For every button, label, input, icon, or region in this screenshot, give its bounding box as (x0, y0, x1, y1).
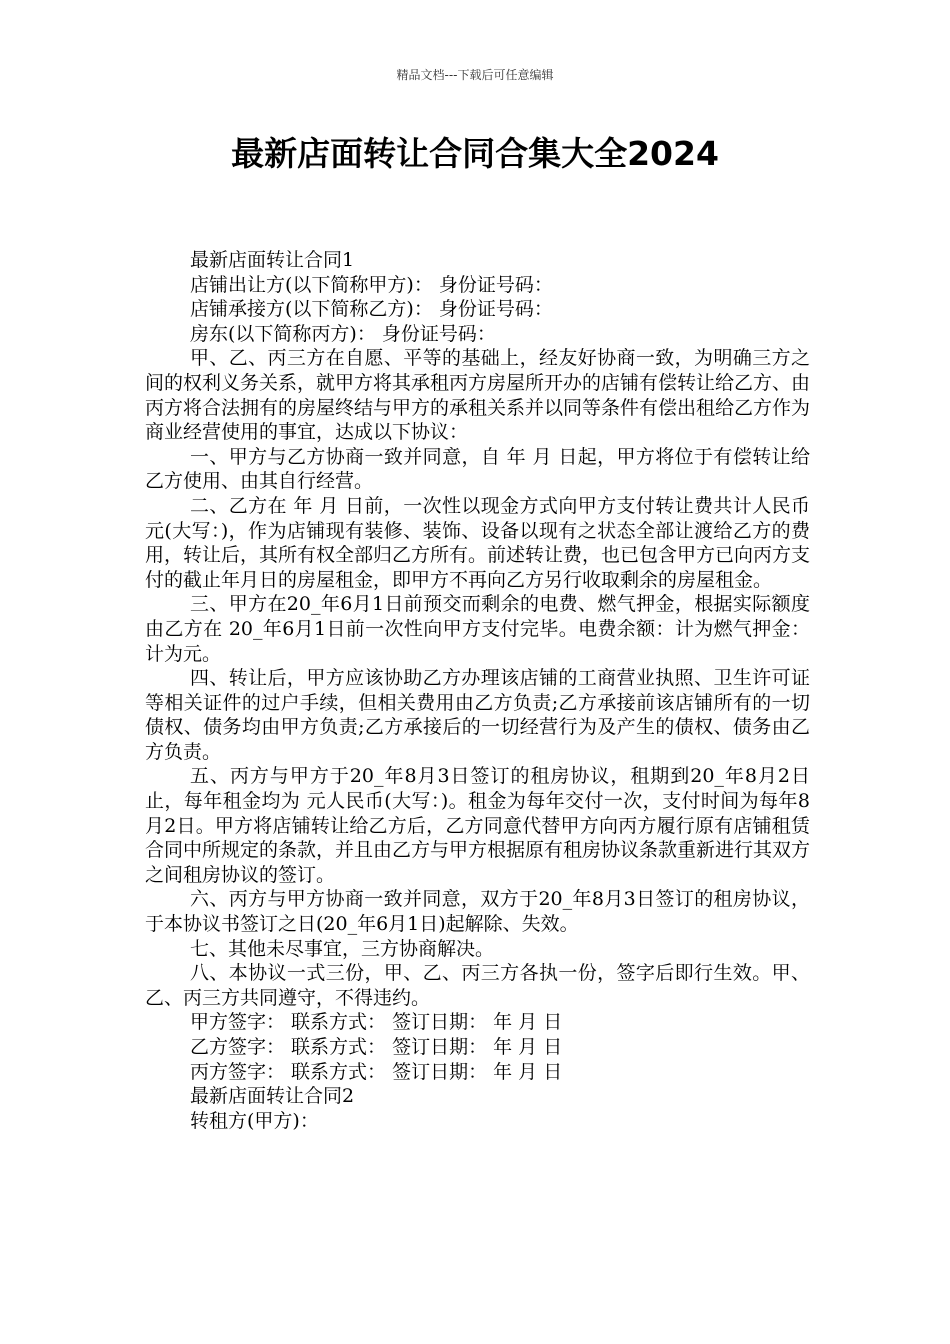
contract2-heading: 最新店面转让合同2 (190, 1085, 355, 1108)
paragraph-clause-1: 一、甲方与乙方协商一致并同意，自 年 月 日起，甲方将位于有偿转让给乙方使用、由其自行经营。 (145, 445, 810, 493)
paragraph-clause-6: 六、丙方与甲方协商一致并同意，双方于20_年8月3日签订的租房协议，于本协议书签订之日(20_年6月1日)起解除、失效。 (145, 888, 810, 936)
contract2-lessor-line: 转租方(甲方)： (190, 1109, 319, 1132)
paragraph-clause-4: 四、转让后，甲方应该协助乙方办理该店铺的工商营业执照、卫生许可证等相关证件的过户手续，但相关费用由乙方负责;乙方承接前该店铺所有的一切债权、债务均由甲方负责;乙方承接后的一切经营行为及产生的债权、债务由乙方负责。 (145, 667, 810, 763)
paragraph-clause-8: 八、本协议一式三份，甲、乙、丙三方各执一份，签字后即行生效。甲、乙、丙三方共同遵守，不得违约。 (145, 962, 810, 1009)
paragraph-clause-2: 二、乙方在 年 月 日前，一次性以现金方式向甲方支付转让费共计人民币 元(大写：)，作为店铺现有装修、装饰、设备以现有之状态全部让渡给乙方的费用，转让后，其所有权全部归乙方所有。前述转让费，也已包含甲方已向丙方支付的截止年月日的房屋租金，即甲方不再向乙方另行收取剩余的房屋租金。 (145, 494, 811, 591)
signature-line-party-c: 丙方签字： 联系方式： 签订日期： 年 月 日 (190, 1060, 563, 1083)
party-b-line: 店铺承接方(以下简称乙方)： 身份证号码： (190, 298, 553, 321)
paragraph-preamble: 甲、乙、丙三方在自愿、平等的基础上，经友好协商一致，为明确三方之间的权利义务关系，就甲方将其承租丙方房屋所开办的店铺有偿转让给乙方、由丙方将合法拥有的房屋终结与甲方的承租关系并以同等条件有偿出租给乙方作为商业经营使用的事宜，达成以下协议： (145, 347, 811, 444)
document-body (145, 248, 810, 1133)
paragraph-clause-5: 五、丙方与甲方于20_年8月3日签订的租房协议，租期到20_年8月2日止，每年租金均为 元人民币(大写：)。租金为每年交付一次，支付时间为每年8月2日。甲方将店铺转让给乙方后，乙方同意代替甲方向丙方履行原有店铺租赁合同中所规定的条款，并且由乙方与甲方根据原有租房协议条款重新进行其双方之间租房协议的签订。 (145, 765, 811, 886)
paragraph-clause-3: 三、甲方在20_年6月1日前预交而剩余的电费、燃气押金，根据实际额度由乙方在 20_年6月1日前一次性向甲方支付完毕。电费余额：计为燃气押金：计为元。 (145, 593, 810, 665)
signature-line-party-a: 甲方签字： 联系方式： 签订日期： 年 月 日 (190, 1011, 563, 1034)
page-title: 最新店面转让合同合集大全2024 (231, 134, 719, 173)
contract1-heading: 最新店面转让合同1 (190, 249, 355, 271)
header-note: 精品文档---下载后可任意编辑 (396, 68, 554, 82)
paragraph-clause-7: 七、其他未尽事宜，三方协商解决。 (190, 937, 495, 960)
party-a-line: 店铺出让方(以下简称甲方)： 身份证号码： (190, 273, 553, 296)
party-c-line: 房东(以下简称丙方)： 身份证号码： (190, 322, 496, 345)
signature-line-party-b: 乙方签字： 联系方式： 签订日期： 年 月 日 (190, 1036, 563, 1058)
